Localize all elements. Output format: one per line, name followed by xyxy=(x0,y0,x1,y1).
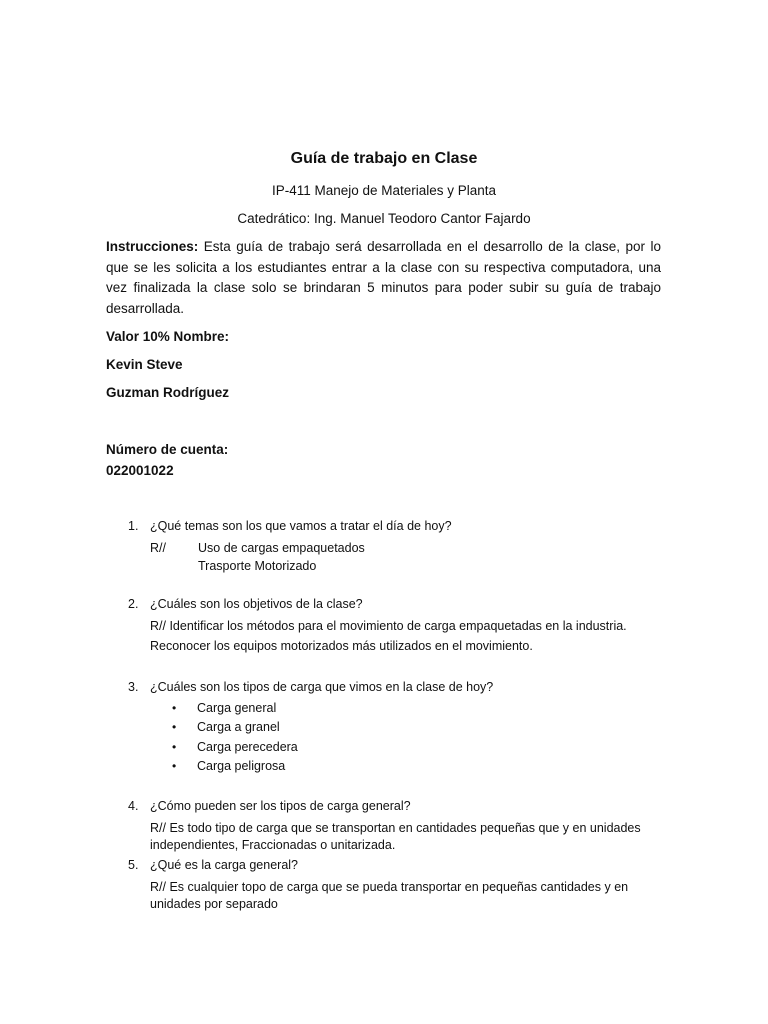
bullet-item: Carga a granel xyxy=(197,720,280,734)
answer-line: independientes, Fraccionadas o unitarizada. xyxy=(150,838,396,852)
value-name-label: Valor 10% Nombre: xyxy=(106,329,230,344)
student-first-name: Kevin Steve xyxy=(106,357,183,372)
answer-line: R// Identificar los métodos para el movimiento de carga empaquetadas en la industria. xyxy=(150,619,627,633)
question-text: ¿Cuáles son los objetivos de la clase? xyxy=(150,597,363,611)
answer-item: Uso de cargas empaquetados xyxy=(198,541,365,555)
instructions-paragraph xyxy=(106,237,661,319)
question-text: ¿Cómo pueden ser los tipos de carga general? xyxy=(150,799,411,813)
answer-line: unidades por separado xyxy=(150,897,278,911)
answer-item: Trasporte Motorizado xyxy=(198,559,317,573)
bullet-item: Carga peligrosa xyxy=(197,759,286,773)
question-text: ¿Qué temas son los que vamos a tratar el día de hoy? xyxy=(150,519,452,533)
account-number: 022001022 xyxy=(106,463,174,478)
answer-line: R// Es cualquier topo de carga que se pueda transportar en pequeñas cantidades y en xyxy=(150,880,629,894)
student-last-name: Guzman Rodríguez xyxy=(106,385,230,400)
bullet-icon: • xyxy=(172,740,177,754)
answer-line: Reconocer los equipos motorizados más utilizados en el movimiento. xyxy=(150,639,533,653)
question-number: 2. xyxy=(128,597,139,611)
answer-prefix: R// xyxy=(150,541,166,555)
page-title: Guía de trabajo en Clase xyxy=(290,150,478,167)
question-number: 5. xyxy=(128,858,139,872)
question-number: 4. xyxy=(128,799,139,813)
question-number: 3. xyxy=(128,680,139,694)
course-name: IP-411 Manejo de Materiales y Planta xyxy=(271,183,497,198)
account-label: Número de cuenta: xyxy=(106,442,229,457)
bullet-icon: • xyxy=(172,701,177,715)
bullet-icon: • xyxy=(172,720,177,734)
question-number: 1. xyxy=(128,519,139,533)
professor-name: Catedrático: Ing. Manuel Teodoro Cantor Fajardo xyxy=(237,211,531,226)
bullet-item: Carga perecedera xyxy=(197,740,298,754)
instructions-text: Esta guía de trabajo será desarrollada en el desarrollo de la clase, por lo que se les solicita a los estudiantes entrar a la clase con su respectiva computadora, una vez finalizada la clase solo se brindaran 5 minutos para poder subir su guía de trabajo desarrollada. xyxy=(106,239,661,316)
question-text: ¿Cuáles son los tipos de carga que vimos en la clase de hoy? xyxy=(150,680,494,694)
answer-line: R// Es todo tipo de carga que se transportan en cantidades pequeñas que y en unidades xyxy=(150,821,641,835)
bullet-item: Carga general xyxy=(197,701,277,715)
instructions-label: Instrucciones: xyxy=(106,239,199,254)
bullet-icon: • xyxy=(172,759,177,773)
question-text: ¿Qué es la carga general? xyxy=(150,858,299,872)
